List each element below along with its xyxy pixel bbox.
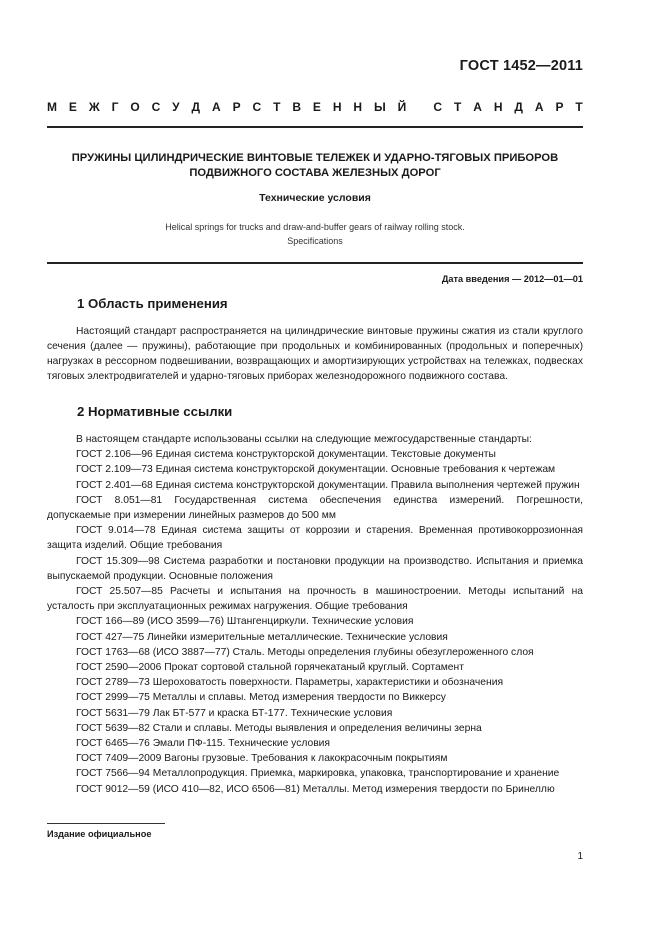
document-title	[47, 151, 583, 181]
banner-letter: У	[172, 100, 180, 114]
document-code: ГОСТ 1452—2011	[459, 58, 583, 74]
banner-letter: Ы	[373, 100, 386, 114]
banner-letter: Т	[453, 100, 462, 114]
reference-item: ГОСТ 9012—59 (ИСО 410—82, ИСО 6506—81) Металлы. Метод измерения твердости по Бринеллю	[76, 783, 555, 795]
reference-item: ГОСТ 1763—68 (ИСО 3887—77) Сталь. Методы определения глубины обезуглероженного слоя	[76, 646, 534, 658]
title-line-2: ПОДВИЖНОГО СОСТАВА ЖЕЛЕЗНЫХ ДОРОГ	[189, 167, 441, 179]
section-1-heading: 1 Область применения	[77, 296, 228, 311]
reference-item: ГОСТ 2999—75 Металлы и сплавы. Метод измерения твердости по Виккерсу	[76, 692, 446, 704]
reference-item: ГОСТ 2.401—68 Единая система конструкторской документации. Правила выполнения чертежей пружин	[76, 479, 580, 491]
banner-letter: Д	[191, 100, 201, 114]
english-title-line-2: Specifications	[287, 235, 343, 246]
reference-item: ГОСТ 5631—79 Лак БТ-577 и краска БТ-177. Технические условия	[76, 707, 393, 719]
banner-letter: А	[534, 100, 544, 114]
section-1-paragraph: Настоящий стандарт распространяется на цилиндрические винтовые пружины сжатия из стали круглого сечения (далее — пружины), работающие при продольных и комбинированных (продольных и поперечных) нагрузках в рессорном подвешивании, возвращающих и амортизирующих устройствах на тележках, подвесках тяговых электродвигателей и ударно-тяговых приборах железнодорожного подвижного состава.	[47, 326, 583, 382]
reference-item: ГОСТ 427—75 Линейки измерительные металлические. Технические условия	[76, 631, 448, 643]
banner-letter: Н	[493, 100, 503, 114]
banner-letter: Ж	[88, 100, 100, 114]
banner-letter: Й	[397, 100, 407, 114]
banner-letter: Н	[353, 100, 363, 114]
reference-item: ГОСТ 2789—73 Шероховатость поверхности. Параметры, характеристики и обозначения	[76, 677, 504, 689]
banner-letter: О	[130, 100, 140, 114]
banner-letter: М	[47, 100, 57, 114]
english-title	[47, 221, 583, 248]
section-2-heading: 2 Нормативные ссылки	[77, 404, 233, 419]
reference-item: ГОСТ 2.106—96 Единая система конструкторской документации. Текстовые документы	[76, 449, 496, 461]
banner-letter: Р	[232, 100, 241, 114]
standard-banner	[47, 100, 583, 114]
reference-item: ГОСТ 5639—82 Стали и сплавы. Методы выявления и определения величины зерна	[76, 722, 482, 734]
reference-item: ГОСТ 15.309—98 Система разработки и постановки продукции на производство. Испытания и приемка выпускаемой продукции. Основные положения	[47, 555, 583, 582]
banner-letter: С	[151, 100, 161, 114]
banner-letter: Т	[273, 100, 281, 114]
title-line-1: ПРУЖИНЫ ЦИЛИНДРИЧЕСКИЕ ВИНТОВЫЕ ТЕЛЕЖЕК И УДАРНО-ТЯГОВЫХ ПРИБОРОВ	[71, 152, 559, 164]
reference-item: ГОСТ 7566—94 Металлопродукция. Приемка, маркировка, упаковка, транспортирование и хранение	[76, 768, 560, 780]
section-1-body	[47, 324, 583, 384]
banner-letter: Е	[312, 100, 321, 114]
document-subtitle: Технические условия	[259, 192, 371, 204]
banner-gap	[418, 100, 421, 114]
banner-letter: Т	[575, 100, 583, 114]
banner-letter: С	[252, 100, 262, 114]
english-title-line-1: Helical springs for trucks and draw-and-buffer gears of railway rolling stock.	[165, 222, 465, 232]
reference-item: ГОСТ 6465—76 Эмали ПФ-115. Технические условия	[76, 738, 330, 750]
middle-divider	[47, 262, 583, 264]
banner-letter: А	[473, 100, 482, 114]
edition-label: Издание официальное	[47, 829, 152, 839]
reference-item: ГОСТ 8.051—81 Государственная система обеспечения единства измерений. Погрешности, допускаемые при измерении линейных размеров до 500 мм	[47, 494, 583, 522]
banner-letter: Д	[514, 100, 523, 114]
reference-item: В настоящем стандарте использованы ссылки на следующие межгосударственные стандарты:	[76, 434, 532, 445]
reference-item: ГОСТ 9.014—78 Единая система защиты от коррозии и старения. Временная противокоррозионная защита изделий. Общие требования	[47, 525, 583, 552]
references-list	[47, 432, 583, 797]
reference-item: ГОСТ 7409—2009 Вагоны грузовые. Требования к лакокрасочным покрытиям	[76, 753, 448, 765]
reference-item: ГОСТ 25.507—85 Расчеты и испытания на прочность в машиностроении. Методы испытаний на усталость при эксплуатационных режимах нагружения. Общие требования	[47, 586, 583, 613]
banner-letter: Г	[111, 100, 119, 114]
banner-letter: В	[292, 100, 301, 114]
page-number: 1	[577, 851, 583, 862]
banner-letter: Н	[332, 100, 342, 114]
banner-letter: Р	[555, 100, 564, 114]
banner-letter: Е	[68, 100, 77, 114]
introduction-date: Дата введения — 2012—01—01	[441, 274, 583, 284]
footer-divider	[47, 823, 165, 824]
banner-letter: А	[211, 100, 221, 114]
banner-letter: С	[433, 100, 443, 114]
top-divider	[47, 126, 583, 128]
reference-item: ГОСТ 2.109—73 Единая система конструкторской документации. Основные требования к чертежам	[76, 464, 556, 476]
reference-item: ГОСТ 2590—2006 Прокат сортовой стальной горячекатаный круглый. Сортамент	[76, 662, 464, 674]
reference-item: ГОСТ 166—89 (ИСО 3599—76) Штангенциркули. Технические условия	[76, 616, 414, 628]
